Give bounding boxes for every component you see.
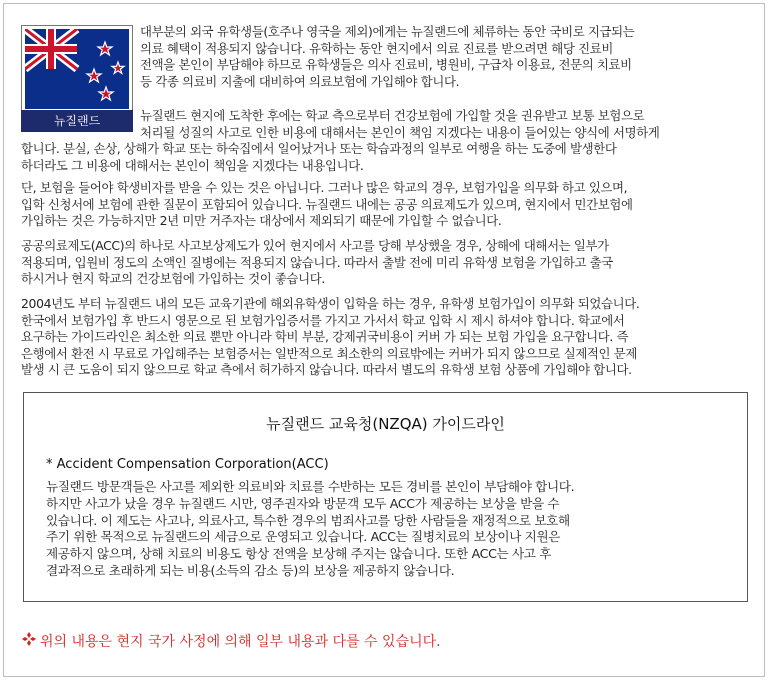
flag-caption: 뉴질랜드 bbox=[21, 110, 133, 132]
guideline-body bbox=[46, 479, 574, 580]
text-line: 전액을 본인이 부담해야 하므로 유학생들은 의사 진료비, 병원비, 구급차 이용료, 전문의 치료비 bbox=[140, 57, 632, 73]
paragraph-acc bbox=[21, 238, 613, 288]
paragraph-2004 bbox=[21, 296, 639, 379]
paragraph-visa bbox=[21, 180, 633, 230]
text-line: 처리될 성질의 사고로 인한 비용에 대해서는 본인이 책임 지겠다는 내용이 들어있는 양식에 서명하게 bbox=[140, 124, 660, 140]
text-line: 결과적으로 초래하게 되는 비용(소득의 감소 등)의 보상을 제공하지 않습니다. bbox=[46, 562, 455, 578]
text-line: 있습니다. 이 제도는 사고나, 의료사고, 특수한 경우의 범죄사고를 당한 사람들을 재정적으로 보호해 bbox=[46, 512, 570, 528]
disclaimer-notice bbox=[22, 631, 441, 651]
disclaimer-text: 위의 내용은 현지 국가 사정에 의해 일부 내용과 다를 수 있습니다. bbox=[40, 634, 441, 650]
guideline-title: 뉴질랜드 교육청(NZQA) 가이드라인 bbox=[266, 415, 505, 433]
text-line: 한국에서 보험가입 후 반드시 영문으로 된 보험가입증서를 가지고 가서서 학교 입학 시 제시 하셔야 합니다. 학교에서 bbox=[21, 312, 625, 328]
text-line: 요구하는 가이드라인은 최소한 의료 뿐만 아니라 학비 부분, 강제귀국비용이 커버 가 되는 보험 가입을 요구합니다. 즉 bbox=[21, 329, 629, 345]
text-line: 대부분의 외국 유학생들(호주나 영국을 제외)에게는 뉴질랜드에 체류하는 동안 국비로 지급되는 bbox=[140, 24, 635, 39]
text-line: 합니다. 분실, 손상, 상해가 학교 또는 하숙집에서 일어났거나 또는 학습과정의 일부로 여행을 하는 도중에 발생한다 bbox=[21, 141, 617, 157]
acc-footnote: * Accident Compensation Corporation(ACC) bbox=[46, 457, 329, 472]
text-line: 제공하지 않으며, 상해 치료의 비용도 항상 전액을 보상해 주지는 않습니다. 또한 ACC는 사고 후 bbox=[46, 546, 552, 562]
text-line: 공공의료제도(ACC)의 하나로 사고보상제도가 있어 현지에서 사고를 당해 부상했을 경우, 상해에 대해서는 일부가 bbox=[21, 238, 609, 253]
text-line: 가입하는 것은 가능하지만 2년 미만 거주자는 대상에서 제외되기 때문에 가입할 수 없습니다. bbox=[21, 213, 502, 229]
text-line: 뉴질랜드 방문객들은 사고를 제외한 의료비와 치료를 수반하는 모든 경비를 본인이 부담해야 합니다. bbox=[46, 479, 575, 494]
text-line: 입학 신청서에 보험에 관한 질문이 포함되어 있습니다. 뉴질랜드 내에는 공공 의료제도가 있으며, 현지에서 민간보험에 bbox=[21, 196, 633, 212]
new-zealand-flag-icon bbox=[25, 29, 129, 109]
text-line: 주기 위한 목적으로 뉴질랜드의 세금으로 운영되고 있습니다. ACC는 질병치료의 보상이나 지원은 bbox=[46, 529, 561, 545]
paragraph-arrival bbox=[21, 108, 659, 174]
paragraph-intro bbox=[140, 24, 634, 90]
text-line: 적용되며, 입원비 정도의 소액인 질병에는 적용되지 않습니다. 따라서 출발 전에 미리 유학생 보험을 가입하고 출국 bbox=[21, 254, 613, 270]
text-line: 하시거나 현지 학교의 건강보험에 가입하는 것이 좋습니다. bbox=[21, 271, 325, 287]
text-line: 의료 혜택이 적용되지 않습니다. 유학하는 동안 현지에서 의료 진료를 받으려면 해당 진료비 bbox=[140, 40, 613, 56]
text-line: 뉴질랜드 현지에 도착한 후에는 학교 측으로부터 건강보험에 가입할 것을 권유받고 보통 보험으로 bbox=[140, 108, 645, 123]
text-line: 단, 보험을 들어야 학생비자를 받을 수 있는 것은 아닙니다. 그러나 많은 학교의 경우, 보험가입을 의무화 하고 있으며, bbox=[21, 180, 628, 195]
text-line: 은행에서 환전 시 무료로 가입해주는 보험증서는 일반적으로 최소한의 의료밖에는 커버가 되지 않으므로 실제적인 문제 bbox=[21, 345, 637, 361]
text-line: 하지만 사고가 났을 경우 뉴질랜드 시만, 영주권자와 방문객 모두 ACC가 제공하는 보상을 받을 수 bbox=[46, 495, 560, 511]
text-line: 2004년도 부터 뉴질랜드 내의 모든 교육기관에 해외유학생이 입학을 하는 경우, 유학생 보험가입이 의무화 되었습니다. bbox=[21, 296, 640, 311]
text-line: 발생 시 큰 도움이 되지 않으므로 학교 측에서 허가하지 않습니다. 따라서 별도의 유학생 보험 상품에 가입해야 합니다. bbox=[21, 362, 632, 378]
diamond-cluster-icon bbox=[22, 632, 40, 650]
text-line: 등 각종 의료비 지출에 대비하여 의료보험에 가입해야 합니다. bbox=[140, 73, 460, 89]
text-line: 하더라도 그 비용에 대해서는 본인이 책임을 지겠다는 내용입니다. bbox=[21, 157, 364, 173]
nzqa-guideline-box bbox=[23, 392, 748, 602]
